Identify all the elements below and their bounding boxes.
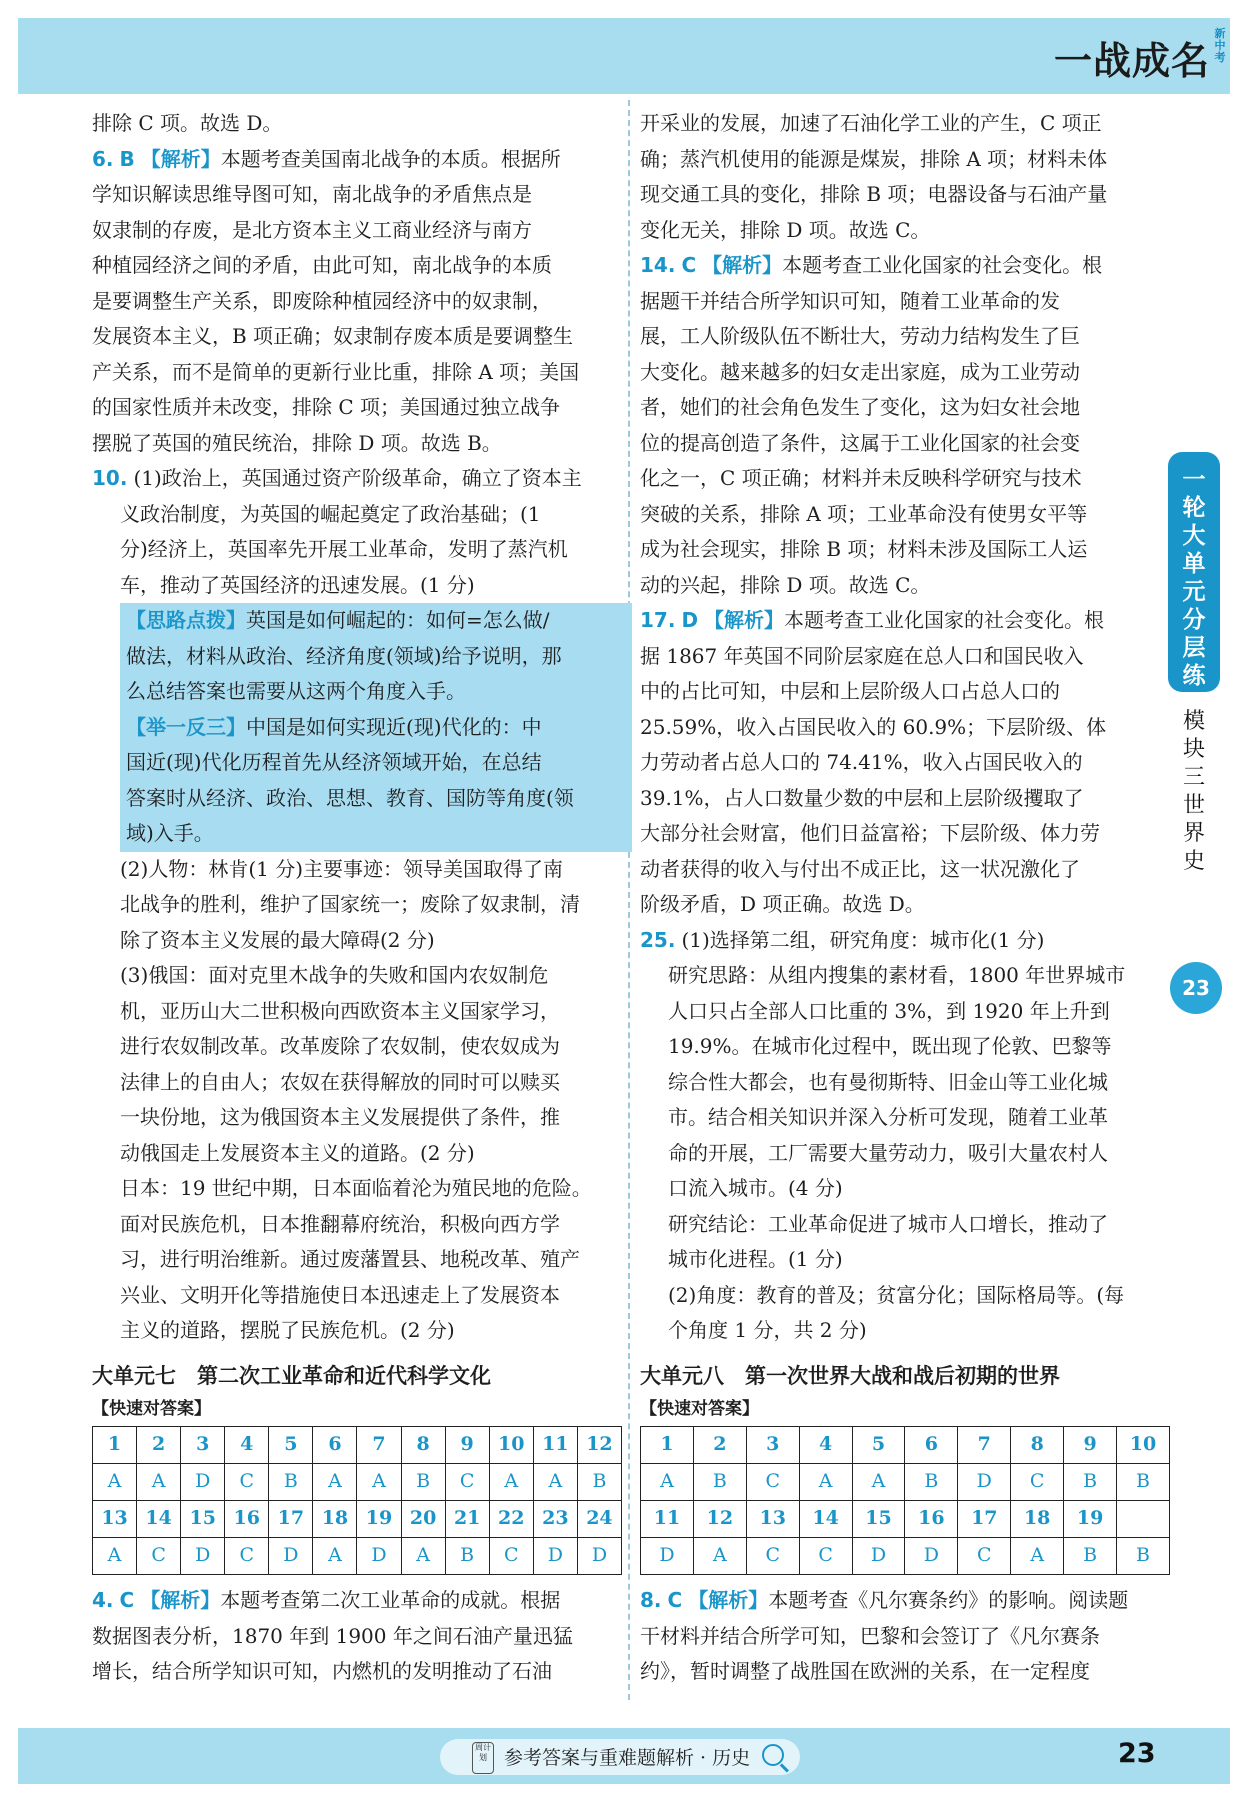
answer-letter: D (681, 608, 699, 632)
answer-cell: D (269, 1538, 313, 1575)
question-number-cell: 15 (181, 1501, 225, 1538)
analysis-tag: 【举一反三】 (126, 714, 246, 739)
line-text: 中国是如何实现近(现)代化的：中 (246, 714, 542, 739)
line-text: 动者获得的收入与付出不成正比，这一状况激化了 (640, 856, 1080, 881)
unit-seven-title: 大单元七 第二次工业革命和近代科学文化 (92, 1363, 491, 1388)
tip-line (120, 603, 632, 639)
question-number: 8. (640, 1588, 662, 1612)
text-line (640, 639, 1180, 675)
text-line (640, 213, 1180, 249)
analysis-tag: 【解析】 (688, 1588, 769, 1612)
left-text (92, 106, 632, 1349)
line-text: 增长，结合所学知识可知，内燃机的发明推动了石油 (92, 1659, 552, 1683)
question-number-cell: 5 (269, 1427, 313, 1464)
question-number-cell: 16 (225, 1501, 269, 1538)
text-line (640, 106, 1180, 142)
answer-cell: B (1117, 1464, 1170, 1501)
text-line (640, 852, 1180, 888)
answer-cell: D (641, 1538, 694, 1575)
line-text: (1)选择第二组，研究角度：城市化(1 分) (681, 927, 1045, 952)
line-text: 综合性大都会，也有曼彻斯特、旧金山等工业化城 (668, 1069, 1108, 1094)
text-line (640, 319, 1180, 355)
text-line (640, 603, 1180, 639)
line-text: 据题干并结合所学知识可知，随着工业革命的发 (640, 288, 1060, 313)
line-text: 动俄国走上发展资本主义的道路。(2 分) (120, 1140, 475, 1165)
question-number-cell: 6 (313, 1427, 357, 1464)
text-line (640, 177, 1180, 213)
question-number-cell: 24 (577, 1501, 621, 1538)
brand-logo: 一战成名 (1053, 39, 1210, 83)
question-number-cell: 14 (137, 1501, 181, 1538)
answer-cell: C (489, 1538, 533, 1575)
question-number-cell: 2 (693, 1427, 746, 1464)
question-number: 6. (92, 146, 114, 171)
text-line (92, 106, 632, 142)
text-line (92, 319, 632, 355)
text-line (92, 1207, 632, 1243)
answer-cell: A (1011, 1538, 1064, 1575)
answer-cell: B (445, 1538, 489, 1575)
question-number-cell: 4 (225, 1427, 269, 1464)
answer-cell: C (958, 1538, 1011, 1575)
question-number-cell: 8 (1011, 1427, 1064, 1464)
text-line (640, 1583, 1180, 1619)
question-number-cell: 6 (905, 1427, 958, 1464)
line-text: 奴隶制的存废，是北方资本主义工商业经济与南方 (92, 217, 532, 242)
line-text: 现交通工具的变化，排除 B 项；电器设备与石油产量 (640, 182, 1108, 206)
line-text: 除了资本主义发展的最大障碍(2 分) (120, 927, 435, 952)
text-line (92, 1278, 632, 1314)
answer-cell: A (852, 1464, 905, 1501)
answer-cell: C (799, 1538, 852, 1575)
question-number-cell: 1 (641, 1427, 694, 1464)
line-text: 据 1867 年英国不同阶层家庭在总人口和国民收入 (640, 643, 1084, 668)
tip-line (120, 674, 632, 710)
line-text: 干材料并结合所学可知，巴黎和会签订了《凡尔赛条 (640, 1623, 1100, 1648)
text-line (92, 568, 632, 604)
text-line (92, 1313, 632, 1349)
text-line (92, 1171, 632, 1207)
answer-cell: C (225, 1538, 269, 1575)
text-line (640, 958, 1180, 994)
question-number-cell: 11 (641, 1501, 694, 1538)
answer-cell: A (533, 1464, 577, 1501)
page-header (18, 18, 1230, 94)
text-line (640, 1242, 1180, 1278)
quick-answer-label: 【快速对答案】 (92, 1399, 211, 1419)
answer-cell: A (799, 1464, 852, 1501)
text-line (640, 248, 1180, 284)
text-line (92, 497, 632, 533)
text-line (640, 1100, 1180, 1136)
answer-letter: C (681, 253, 697, 277)
line-text: 口流入城市。(4 分) (668, 1176, 843, 1200)
line-text: 39.1%，占人口数量少数的中层和上层阶级攫取了 (640, 785, 1084, 810)
line-text: 动的兴起，排除 D 项。故选 C。 (640, 572, 931, 597)
line-text: (2)人物：林肯(1 分)主要事迹：领导美国取得了南 (120, 856, 564, 881)
question-number-cell: 8 (401, 1427, 445, 1464)
table-row (93, 1464, 622, 1501)
question-number-cell: 9 (1064, 1427, 1117, 1464)
text-line (640, 1207, 1180, 1243)
question-number-cell: 7 (958, 1427, 1011, 1464)
answer-cell: A (137, 1464, 181, 1501)
line-text: 做法，材料从政治、经济角度(领域)给予说明，那 (126, 643, 562, 668)
text-line (92, 142, 632, 178)
question-number: 10. (92, 466, 128, 490)
quick-answer-label: 【快速对答案】 (640, 1399, 759, 1419)
answer-cell: C (1011, 1464, 1064, 1501)
text-line (92, 887, 632, 923)
left-after-text (92, 1583, 632, 1690)
page-badge: 23 (1170, 962, 1222, 1014)
text-line (640, 816, 1180, 852)
line-text: 阶级矛盾，D 项正确。故选 D。 (640, 892, 925, 916)
line-text: 19.9%。在城市化过程中，既出现了伦敦、巴黎等 (668, 1034, 1112, 1058)
text-line (640, 497, 1180, 533)
unit-eight-title: 大单元八 第一次世界大战和战后初期的世界 (640, 1363, 1060, 1388)
line-text: 者，她们的社会角色发生了变化，这为妇女社会地 (640, 395, 1080, 419)
text-line (92, 355, 632, 391)
question-number-cell: 3 (746, 1427, 799, 1464)
line-text: 变化无关，排除 D 项。故选 C。 (640, 217, 931, 242)
question-number-cell: 1 (93, 1427, 137, 1464)
right-column (640, 106, 1180, 1690)
text-line (640, 461, 1180, 497)
text-line (92, 923, 632, 959)
line-text: 大部分社会财富，他们日益富裕；下层阶级、体力劳 (640, 821, 1100, 845)
footer-title: 参考答案与重难题解析 · 历史 (504, 1747, 751, 1769)
line-text: 是要调整生产关系，即废除种植园经济中的奴隶制， (92, 288, 552, 313)
text-line (640, 1065, 1180, 1101)
answer-cell: C (225, 1464, 269, 1501)
line-text: 确；蒸汽机使用的能源是煤炭，排除 A 项；材料未体 (640, 146, 1108, 171)
answer-cell: B (693, 1464, 746, 1501)
answer-letter: B (119, 146, 135, 171)
table-row (641, 1538, 1170, 1575)
line-text: 位的提高创造了条件，这属于工业化国家的社会变 (640, 430, 1080, 455)
line-text: 法律上的自由人；农奴在获得解放的同时可以赎买 (120, 1069, 560, 1094)
line-text: 展，工人阶级队伍不断壮大，劳动力结构发生了巨 (640, 324, 1080, 348)
question-number-cell: 2 (137, 1427, 181, 1464)
line-text: 城市化进程。(1 分) (668, 1247, 843, 1271)
answer-cell: B (905, 1464, 958, 1501)
line-text: 习，进行明治维新。通过废藩置县、地税改革、殖产 (120, 1247, 580, 1271)
text-line (92, 1654, 632, 1690)
text-line (640, 532, 1180, 568)
answer-cell: C (445, 1464, 489, 1501)
question-number-cell: 15 (852, 1501, 905, 1538)
text-line (640, 284, 1180, 320)
question-number-cell (1117, 1501, 1170, 1538)
table-row (93, 1538, 622, 1575)
line-text: 成为社会现实，排除 B 项；材料未涉及国际工人运 (640, 537, 1088, 561)
question-number-cell: 21 (445, 1501, 489, 1538)
line-text: 北战争的胜利，维护了国家统一；废除了奴隶制，清 (120, 892, 580, 916)
answer-cell: A (357, 1464, 401, 1501)
line-text: 主义的道路，摆脱了民族危机。(2 分) (120, 1318, 455, 1342)
text-line (92, 1100, 632, 1136)
line-text: 机，亚历山大二世积极向西欧资本主义国家学习， (120, 998, 560, 1023)
answer-cell: D (181, 1464, 225, 1501)
line-text: 人口只占全部人口比重的 3%，到 1920 年上升到 (668, 998, 1110, 1023)
question-number-cell: 12 (693, 1501, 746, 1538)
answer-table-unit-seven (92, 1426, 622, 1575)
answer-cell: D (577, 1538, 621, 1575)
tip-line (120, 710, 632, 746)
line-text: 数据图表分析，1870 年到 1900 年之间石油产量迅猛 (92, 1623, 573, 1648)
line-text: 研究思路：从组内搜集的素材看，1800 年世界城市 (668, 963, 1126, 987)
answer-cell: B (401, 1464, 445, 1501)
line-text: 命的开展，工厂需要大量劳动力，吸引大量农村人 (668, 1140, 1108, 1165)
line-text: 进行农奴制改革。改革废除了农奴制，使农奴成为 (120, 1034, 560, 1058)
table-row (93, 1501, 622, 1538)
text-line (640, 142, 1180, 178)
text-line (92, 1242, 632, 1278)
text-line (640, 1654, 1180, 1690)
answer-cell: A (489, 1464, 533, 1501)
line-text: 英国是如何崛起的：如何=怎么做/ (246, 608, 550, 632)
line-text: 么总结答案也需要从这两个角度入手。 (126, 679, 466, 703)
question-number-cell: 5 (852, 1427, 905, 1464)
text-line (640, 1029, 1180, 1065)
side-tab-label: 一轮大单元分层练 (1182, 467, 1206, 689)
question-number-cell: 18 (313, 1501, 357, 1538)
answer-cell: A (401, 1538, 445, 1575)
line-text: (1)政治上，英国通过资产阶级革命，确立了资本主 (133, 466, 582, 490)
line-text: 一块份地，这为俄国资本主义发展提供了条件，推 (120, 1105, 560, 1129)
line-text: 大变化。越来越多的妇女走出家庭，成为工业劳动 (640, 359, 1080, 384)
text-line (92, 461, 632, 497)
line-text: 种植园经济之间的矛盾，由此可知，南北战争的本质 (92, 253, 552, 277)
answer-cell: C (137, 1538, 181, 1575)
answer-cell: A (93, 1538, 137, 1575)
text-line (92, 213, 632, 249)
line-text: 的国家性质并未改变，排除 C 项；美国通过独立战争 (92, 395, 561, 419)
line-text: 日本：19 世纪中期，日本面临着沦为殖民地的危险。 (120, 1176, 592, 1200)
line-text: 约》，暂时调整了战胜国在欧洲的关系，在一定程度 (640, 1659, 1090, 1683)
text-line (92, 1619, 632, 1655)
line-text: 开采业的发展，加速了石油化学工业的产生，C 项正 (640, 111, 1102, 135)
text-line (640, 887, 1180, 923)
text-line (92, 248, 632, 284)
page-number: 23 (1118, 1738, 1156, 1769)
module-label: 模块三 世界史 (1182, 709, 1228, 874)
answer-cell: D (852, 1538, 905, 1575)
question-number-cell: 10 (489, 1427, 533, 1464)
text-line (640, 710, 1180, 746)
question-number-cell: 9 (445, 1427, 489, 1464)
text-line (640, 426, 1180, 462)
line-text: 义政治制度，为英国的崛起奠定了政治基础；(1 (120, 501, 541, 526)
answer-cell: D (905, 1538, 958, 1575)
answer-letter: C (667, 1588, 683, 1612)
line-text: 面对民族危机，日本推翻幕府统治，积极向西方学 (120, 1211, 560, 1236)
line-text: 分)经济上，英国率先开展工业革命，发明了蒸汽机 (120, 537, 568, 561)
question-number-cell: 22 (489, 1501, 533, 1538)
line-text: 研究结论：工业革命促进了城市人口增长，推动了 (668, 1211, 1108, 1236)
question-number-cell: 11 (533, 1427, 577, 1464)
question-number-cell: 13 (93, 1501, 137, 1538)
line-text: 国近(现)代化历程首先从经济领域开始，在总结 (126, 750, 542, 774)
analysis-tag: 【解析】 (140, 146, 221, 171)
analysis-tag: 【解析】 (704, 608, 785, 632)
table-row (641, 1464, 1170, 1501)
text-line (92, 994, 632, 1030)
text-line (92, 390, 632, 426)
answer-cell: D (533, 1538, 577, 1575)
text-line (92, 958, 632, 994)
tip-line (120, 745, 632, 781)
question-number-cell: 16 (905, 1501, 958, 1538)
text-line (92, 1136, 632, 1172)
question-number-cell: 17 (958, 1501, 1011, 1538)
answer-cell: C (746, 1538, 799, 1575)
text-line (92, 426, 632, 462)
line-text: 发展资本主义，B 项正确；奴隶制存废本质是要调整生 (92, 324, 574, 348)
question-number-cell: 3 (181, 1427, 225, 1464)
table-row (641, 1501, 1170, 1538)
brand-sub: 新中考 (1214, 27, 1226, 64)
search-icon (762, 1744, 784, 1766)
line-text: (3)俄国：面对克里木战争的失败和国内农奴制危 (120, 963, 549, 987)
question-number-cell: 13 (746, 1501, 799, 1538)
answer-cell: B (1064, 1464, 1117, 1501)
line-text: 车，推动了英国经济的迅速发展。(1 分) (120, 572, 475, 597)
text-line (92, 1583, 632, 1619)
line-text: 个角度 1 分，共 2 分) (668, 1318, 867, 1342)
line-text: 25.59%，收入占国民收入的 60.9%；下层阶级、体 (640, 714, 1107, 739)
line-text: 化之一，C 项正确；材料并未反映科学研究与技术 (640, 466, 1082, 490)
answer-cell: D (181, 1538, 225, 1575)
text-line (640, 1171, 1180, 1207)
text-line (640, 674, 1180, 710)
question-number-cell: 7 (357, 1427, 401, 1464)
text-line (640, 781, 1180, 817)
answer-cell: C (746, 1464, 799, 1501)
answer-cell: B (1117, 1538, 1170, 1575)
question-number-cell: 12 (577, 1427, 621, 1464)
analysis-tag: 【解析】 (140, 1588, 221, 1612)
text-line (640, 994, 1180, 1030)
answer-cell: B (577, 1464, 621, 1501)
text-line (92, 284, 632, 320)
line-text: 本题考查第二次工业革命的成就。根据 (220, 1588, 561, 1612)
line-text: 域)入手。 (126, 821, 214, 845)
answer-cell: A (693, 1538, 746, 1575)
text-line (640, 745, 1180, 781)
text-line (92, 1065, 632, 1101)
line-text: 力劳动者占总人口的 74.41%，收入占国民收入的 (640, 750, 1083, 774)
table-row (93, 1427, 622, 1464)
answer-cell: B (1064, 1538, 1117, 1575)
answer-letter: C (119, 1588, 135, 1612)
line-text: 摆脱了英国的殖民统治，排除 D 项。故选 B。 (92, 430, 502, 455)
text-line (92, 177, 632, 213)
question-number-cell: 20 (401, 1501, 445, 1538)
right-text (640, 106, 1180, 1349)
tip-line (120, 781, 632, 817)
answer-cell: A (313, 1538, 357, 1575)
question-number-cell: 17 (269, 1501, 313, 1538)
line-text: 答案时从经济、政治、思想、教育、国防等角度(领 (126, 785, 574, 810)
question-number: 25. (640, 927, 676, 952)
footer-logo: 周计划 (472, 1742, 494, 1774)
text-line (640, 568, 1180, 604)
left-column (92, 106, 632, 1690)
line-text: 中的占比可知，中层和上层阶级人口占总人口的 (640, 679, 1060, 703)
line-text: 本题考查工业化国家的社会变化。根 (784, 608, 1105, 632)
text-line (92, 532, 632, 568)
text-line (92, 852, 632, 888)
question-number-cell: 14 (799, 1501, 852, 1538)
question-number-cell: 19 (357, 1501, 401, 1538)
line-text: 市。结合相关知识并深入分析可发现，随着工业革 (668, 1105, 1108, 1129)
analysis-tag: 【思路点拨】 (126, 608, 246, 632)
table-row (641, 1427, 1170, 1464)
line-text: 突破的关系，排除 A 项；工业革命没有使男女平等 (640, 501, 1088, 526)
text-line (640, 1313, 1180, 1349)
question-number-cell: 10 (1117, 1427, 1170, 1464)
text-line (640, 1136, 1180, 1172)
text-line (640, 923, 1180, 959)
answer-cell: A (641, 1464, 694, 1501)
line-text: 本题考查工业化国家的社会变化。根 (782, 253, 1103, 277)
question-number-cell: 19 (1064, 1501, 1117, 1538)
line-text: 产关系，而不是简单的更新行业比重，排除 A 项；美国 (92, 359, 580, 384)
text-line (640, 1619, 1180, 1655)
tip-line (120, 816, 632, 852)
answer-cell: D (357, 1538, 401, 1575)
question-number-cell: 18 (1011, 1501, 1064, 1538)
line-text: 排除 C 项。故选 D。 (92, 111, 283, 135)
answer-cell: A (93, 1464, 137, 1501)
answer-cell: D (958, 1464, 1011, 1501)
line-text: 本题考查美国南北战争的本质。根据所 (220, 146, 561, 171)
right-after-text (640, 1583, 1180, 1690)
text-line (640, 390, 1180, 426)
line-text: 学知识解读思维导图可知，南北战争的矛盾焦点是 (92, 182, 532, 206)
answer-table-unit-eight (640, 1426, 1170, 1575)
line-text: (2)角度：教育的普及；贫富分化；国际格局等。(每 (668, 1282, 1125, 1307)
analysis-tag: 【解析】 (702, 253, 783, 277)
question-number: 4. (92, 1588, 114, 1612)
question-number-cell: 4 (799, 1427, 852, 1464)
text-line (640, 355, 1180, 391)
line-text: 本题考查《凡尔赛条约》的影响。阅读题 (768, 1588, 1129, 1612)
answer-cell: B (269, 1464, 313, 1501)
line-text: 兴业、文明开化等措施使日本迅速走上了发展资本 (120, 1282, 560, 1307)
question-number: 17. (640, 608, 676, 632)
question-number-cell: 23 (533, 1501, 577, 1538)
text-line (92, 1029, 632, 1065)
question-number: 14. (640, 253, 676, 277)
tip-line (120, 639, 632, 675)
text-line (640, 1278, 1180, 1314)
answer-cell: A (313, 1464, 357, 1501)
